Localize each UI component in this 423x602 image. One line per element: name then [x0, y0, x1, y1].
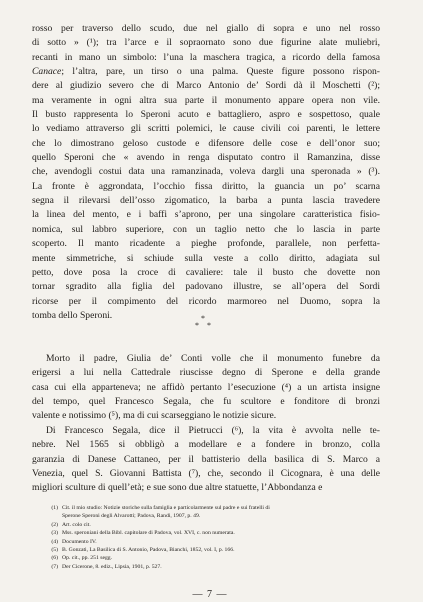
footnote-text: Der Cicerone, 8. ediz., Lipsia, 1901, p. 527. — [62, 563, 162, 570]
footnote-text: B. Gonzati, La Basilica di S. Antonio, Padova, Bianchi, 1852, vol. I, p. 166. — [62, 547, 235, 554]
text-line: casa cui ella apparteneva; ne affidò pertanto l’esecuzione (⁴) a un artista insigne — [32, 381, 380, 393]
footnote — [32, 521, 382, 529]
footnote-number: (2) — [51, 521, 58, 528]
text-line: mente simmetriche, si schiude sulla veste a collo diritto, adagiata sul — [32, 252, 380, 264]
footnote-number: (3) — [51, 530, 58, 537]
footnote — [32, 538, 382, 546]
footnote-number: (1) — [51, 505, 58, 511]
text-line: ricorse per il compimento del ricordo marmoreo nel Duomo, sopra la — [32, 295, 380, 307]
text-line: di sotto » (¹); tra l’arce e il sopraornato sono due figurine alate muliebri, — [32, 37, 380, 49]
text-line: la linea del mento, e i baffi s’aprono, per una singolare caratteristica fisio- — [32, 209, 380, 221]
text-line: rosso per traverso dello scudo, due nel giallo di sopra e uno nel rosso — [32, 23, 380, 34]
text-line: Il busto rappresenta lo Speroni acuto e battagliero, aspro e sospettoso, quale — [32, 109, 380, 121]
asterism-star: * — [201, 314, 205, 323]
footnote-number: (5) — [51, 547, 58, 554]
footnote — [32, 554, 382, 562]
footnote-number: (7) — [51, 563, 58, 570]
text-line: scoperto. Il manto ricadente a pieghe profonde, parallele, non perfetta- — [32, 238, 380, 250]
text-line: erigersi a lui nella Cattedrale riuscisse degno di Sperone e della grande — [32, 367, 380, 379]
footnote-text-continued: Sperone Speroni degli Alvarotti; Padova, Randi, 1907, p. 49. — [62, 513, 201, 520]
footnotes — [32, 504, 382, 571]
text-line: dere al giudizio severo che di Marco Antonio de’ Sordi dà il Moschetti (²); — [32, 80, 380, 92]
text-line: quello Speroni che « avendo in renga disputato contro il Ramanzina, disse — [32, 152, 380, 164]
asterism-divider — [192, 315, 216, 331]
footnote-text: Art. colo cit. — [62, 521, 91, 528]
text-line: nomica, sul labbro superiore, con un taglio netto che lo lascia in parte — [32, 223, 380, 235]
asterism-star: * — [207, 321, 211, 330]
footnote — [32, 529, 382, 537]
text-line: Canace; l’altra, pare, un tirso o una palma. Queste figure possono rispon- — [32, 66, 380, 78]
paragraph-2 — [32, 352, 380, 424]
text-line: garanzia di Danese Cattaneo, per il battisterio della basilica di S. Marco a — [32, 453, 380, 465]
footnote-number: (4) — [51, 538, 58, 545]
paragraph-3 — [32, 424, 380, 496]
footnote-number: (6) — [51, 555, 58, 562]
footnote-text: Mss. speroniani della Bibl. capitolare di Padova, vol. XVI, c. non numerata. — [62, 530, 235, 537]
text-line: La fronte è aggrondata, l’occhio fissa diritto, la guancia un po’ scarna — [32, 180, 380, 192]
text-line: tornar sgradito alla figlia del padovano illustre, se all’opera del Sordi — [32, 281, 380, 293]
text-line: migliori sculture di quell’età; e sue sono due altre statuette, l’Abbondanza e — [32, 482, 323, 494]
asterism-star: * — [195, 321, 199, 330]
text-line: recanti in mano un simbolo: l’una la maschera tragica, a ricordo della famosa — [32, 51, 380, 63]
footnote — [32, 504, 382, 512]
text-line: tomba dello Speroni. — [32, 309, 113, 321]
text-line: Morto il padre, Giulia de’ Conti volle che il monumento funebre da — [46, 353, 380, 364]
text-line: che lo dimostrano geloso custode e difensore delle cose e dell’onor suo; — [32, 137, 380, 149]
footnote — [32, 563, 382, 571]
paragraph-1 — [32, 22, 380, 323]
text-line: nebre. Nel 1565 si obbligò a modellare e a fondere in bronzo, colla — [32, 439, 380, 451]
text-line: che, avendogli costui data una ramanzinada, voleva dargli una speronada » (³). — [32, 166, 380, 178]
footnote-text: Documento IV. — [62, 538, 97, 545]
footnote-text: Op. cit., pp. 251 segg. — [62, 555, 113, 562]
text-line: ma veramente in ogni altra sua parte il monumento appare opera non vile. — [32, 94, 380, 106]
footnote-text: Cit. il mio studio: Notizie storiche sulla famiglia e particolarmente sul padre e sui fratelli di — [62, 505, 270, 511]
text-line: valente e notissimo (⁵), ma di cui scarseggiano le notizie sicure. — [32, 410, 277, 422]
page-number: — 7 — — [192, 589, 228, 600]
text-line: Di Francesco Segala, dice il Pietrucci (⁶), la vita è avvolta nelle te- — [46, 425, 380, 436]
footnote — [32, 546, 382, 554]
text-line: segna il rilevarsi dell’osso zigomatico, la barba a punta lascia travedere — [32, 195, 380, 207]
text-line: lo vediamo attraverso gli scritti polemici, le cause civili coi parenti, le lettere — [32, 123, 380, 135]
text-line: del tempo, quel Francesco Segala, che fu scultore e fonditore di bronzi — [32, 396, 380, 408]
text-line: petto, dove posa la croce di cavaliere: tale il busto che dovette non — [32, 266, 380, 278]
text-line: Venezia, quel S. Giovanni Battista (⁷), che, secondo il Cicognara, è una delle — [32, 468, 380, 480]
